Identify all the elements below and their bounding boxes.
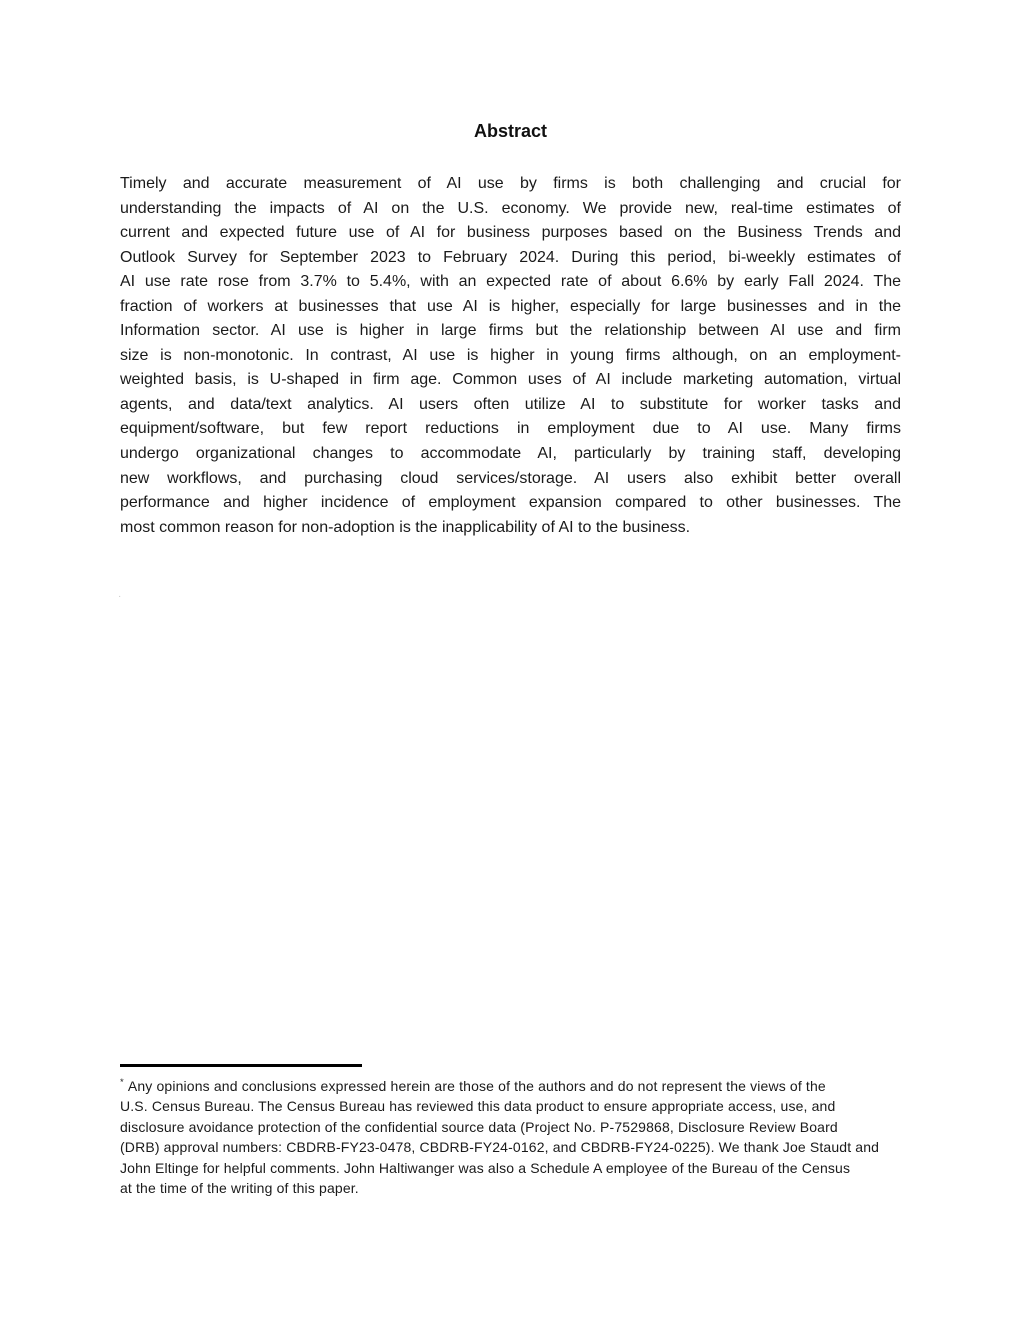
abstract-text-line: most common reason for non-adoption is the inapplicability of AI to the business. bbox=[120, 518, 691, 536]
abstract-text-line: equipment/software, but few report reductions in employment due to AI use. Many firms bbox=[120, 420, 901, 438]
abstract-text-line: Outlook Survey for September 2023 to February 2024. During this period, bi-weekly estimates of bbox=[120, 248, 901, 266]
abstract-text-line: understanding the impacts of AI on the U.S. economy. We provide new, real-time estimates of bbox=[120, 199, 901, 217]
footnote-text-line: U.S. Census Bureau. The Census Bureau has reviewed this data product to ensure appropriate access, use, and bbox=[120, 1098, 836, 1114]
abstract-text-line: new workflows, and purchasing cloud services/storage. AI users also exhibit better overall bbox=[120, 469, 901, 487]
abstract-text-line: size is non-monotonic. In contrast, AI use is higher in young firms although, on an employment- bbox=[120, 346, 901, 364]
footnote-text-line: disclosure avoidance protection of the confidential source data (Project No. P-7529868, Disclosure Review Board bbox=[120, 1118, 838, 1135]
footnote-text-line: at the time of the writing of this paper. bbox=[120, 1180, 359, 1196]
footnote-section bbox=[120, 1064, 901, 1199]
abstract-section bbox=[120, 0, 901, 540]
abstract-paragraph bbox=[120, 172, 901, 540]
abstract-text-line: undergo organizational changes to accommodate AI, particularly by training staff, developing bbox=[120, 445, 901, 463]
abstract-text-line: current and expected future use of AI for business purposes based on the Business Trends and bbox=[120, 224, 901, 242]
footnote-remaining-lines bbox=[120, 1096, 901, 1199]
footnote-asterisk: * bbox=[120, 1076, 124, 1088]
footnote-text-line: (DRB) approval numbers: CBDRB-FY23-0478, CBDRB-FY24-0162, and CBDRB-FY24-0225). We thank Joe Staudt and bbox=[120, 1139, 880, 1155]
stray-footnote-anchor-mark: · bbox=[118, 591, 122, 602]
footnote-first-line bbox=[120, 1076, 901, 1097]
abstract-text-line: AI use rate rose from 3.7% to 5.4%, with an expected rate of about 6.6% by early Fall 2024. The bbox=[120, 273, 901, 291]
abstract-text-line: agents, and data/text analytics. AI users often utilize AI to substitute for worker tasks and bbox=[120, 395, 901, 413]
abstract-text-line: Timely and accurate measurement of AI use by firms is both challenging and crucial for bbox=[120, 175, 901, 192]
footnote-text-line: John Eltinge for helpful comments. John Haltiwanger was also a Schedule A employee of the Bureau of the Census bbox=[120, 1159, 851, 1176]
abstract-text-line: weighted basis, is U-shaped in firm age. Common uses of AI include marketing automation, virtual bbox=[120, 371, 901, 389]
footnote-separator-rule bbox=[120, 1064, 362, 1067]
abstract-text-line: fraction of workers at businesses that use AI is higher, especially for large businesses and in the bbox=[120, 297, 901, 315]
abstract-heading: Abstract bbox=[473, 121, 548, 141]
abstract-text-line: Information sector. AI use is higher in large firms but the relationship between AI use and firm bbox=[120, 322, 901, 340]
footnote-first-line-text: Any opinions and conclusions expressed herein are those of the authors and do not represent the views of the bbox=[127, 1077, 826, 1094]
abstract-text-line: performance and higher incidence of employment expansion compared to other businesses. The bbox=[120, 494, 901, 512]
footnote-text bbox=[120, 1076, 901, 1199]
